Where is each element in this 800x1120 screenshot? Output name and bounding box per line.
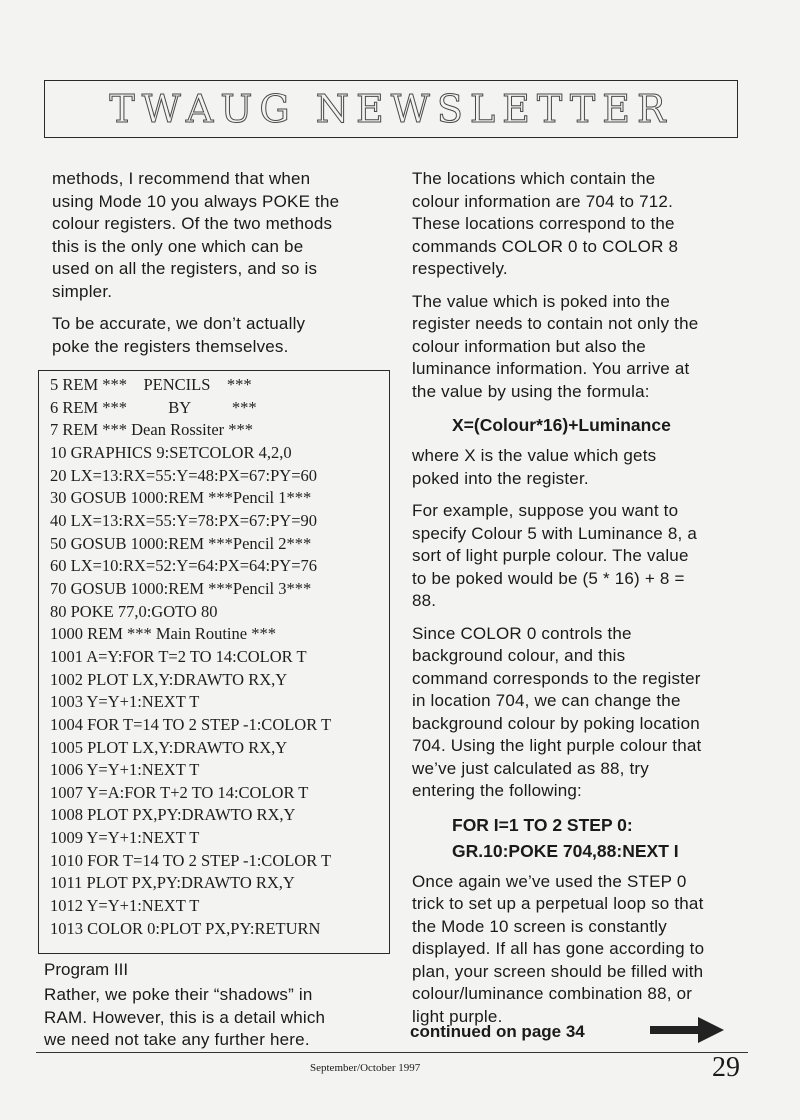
text-line: using Mode 10 you always POKE the [52,191,340,211]
code-line: 1011 PLOT PX,PY:DRAWTO RX,Y [50,873,295,893]
newsletter-masthead [44,80,738,138]
code-line: 1007 Y=A:FOR T+2 TO 14:COLOR T [50,782,309,802]
text-line: to be poked would be (5 * 16) + 8 = [412,568,685,588]
program-listing-box [38,370,390,954]
text-line: we’ve just calculated as 88, try [412,758,649,778]
text-line: displayed. If all has gone according to [412,939,705,958]
right-paragraph-3 [412,445,752,490]
right-paragraph-6 [412,871,752,1029]
code-line: 1006 Y=Y+1:NEXT T [50,760,200,780]
text-line: the Mode 10 screen is constantly [412,916,667,936]
left-tail-paragraph [44,984,394,1062]
code-line: 50 GOSUB 1000:REM ***Pencil 2*** [50,533,312,553]
text-line: RAM. However, this is a detail which [44,1007,326,1027]
code-line: 1002 PLOT LX,Y:DRAWTO RX,Y [50,669,288,689]
text-line: To be accurate, we don’t actually [52,314,306,333]
text-line: The value which is poked into the [412,291,670,311]
code-line: 70 GOSUB 1000:REM ***Pencil 3*** [50,578,312,598]
text-line: this is the only one which can be [52,236,304,256]
text-line: respectively. [412,259,508,278]
text-line: specify Colour 5 with Luminance 8, a [412,523,698,543]
code-line: 1008 PLOT PX,PY:DRAWTO RX,Y [50,805,296,825]
code-line: 1013 COLOR 0:PLOT PX,PY:RETURN [50,918,321,938]
continued-notice: continued on page 34 [410,1022,585,1041]
code-line: 60 LX=10:RX=52:Y=64:PX=64:PY=76 [50,556,318,576]
text-line: commands COLOR 0 to COLOR 8 [412,236,679,256]
code-line: 1003 Y=Y+1:NEXT T [50,692,200,712]
text-line: register needs to contain not only the [412,314,699,333]
text-line: light purple. [412,1006,503,1026]
code-line: 40 LX=13:RX=55:Y=78:PX=67:PY=90 [50,510,318,530]
text-line: The locations which contain the [412,169,656,188]
text-line: Since COLOR 0 controls the [412,623,632,643]
text-line: 704. Using the light purple colour that [412,736,702,755]
code-example-line-1: FOR I=1 TO 2 STEP 0: [452,814,633,835]
right-column [412,168,752,1038]
text-line: luminance information. You arrive at [412,359,690,378]
code-line: 6 REM *** BY *** [50,397,257,417]
text-line: poked into the register. [412,468,589,488]
code-line: 1001 A=Y:FOR T=2 TO 14:COLOR T [50,646,307,666]
text-line: sort of light purple colour. The value [412,546,689,565]
code-line: 1012 Y=Y+1:NEXT T [50,896,200,916]
code-line: 30 GOSUB 1000:REM ***Pencil 1*** [50,488,312,508]
right-paragraph-2 [412,291,752,404]
text-line: used on all the registers, and so is [52,259,318,278]
text-line: where X is the value which gets [412,446,657,465]
arrow-right-icon [648,1014,726,1046]
text-line: For example, suppose you want to [412,501,679,520]
code-line: 80 POKE 77,0:GOTO 80 [50,601,218,621]
text-line: colour information but also the [412,336,646,356]
text-line: plan, your screen should be filled with [412,961,704,981]
text-line: poke the registers themselves. [52,336,289,356]
text-line: entering the following: [412,781,582,800]
text-line: background colour, and this [412,646,626,665]
text-line: we need not take any further here. [44,1030,310,1049]
text-line: colour information are 704 to 712. [412,191,674,211]
luminance-formula: X=(Colour*16)+Luminance [452,415,671,435]
text-line: Once again we’ve used the STEP 0 [412,871,687,891]
text-line: background colour by poking location [412,713,700,733]
text-line: the value by using the formula: [412,381,650,401]
code-line: 20 LX=13:RX=55:Y=48:PX=67:PY=60 [50,465,318,485]
program-caption: Program III [44,960,129,979]
text-line: colour/luminance combination 88, or [412,984,693,1003]
footer-rule [36,1052,748,1053]
text-line: 88. [412,591,437,610]
right-paragraph-1 [412,168,752,281]
text-line: These locations correspond to the [412,214,675,233]
code-line: 5 REM *** PENCILS *** [50,375,252,394]
masthead-title: TWAUG NEWSLETTER [109,87,673,131]
right-paragraph-5 [412,623,752,803]
code-line: 10 GRAPHICS 9:SETCOLOR 4,2,0 [50,442,292,462]
text-line: simpler. [52,281,113,301]
code-example-line-2: GR.10:POKE 704,88:NEXT I [452,840,679,861]
text-line: command corresponds to the register [412,668,701,688]
page-number: 29 [712,1052,740,1083]
code-line: 1004 FOR T=14 TO 2 STEP -1:COLOR T [50,714,332,734]
text-line: in location 704, we can change the [412,691,681,710]
text-line: trick to set up a perpetual loop so that [412,894,704,913]
text-line: methods, I recommend that when [52,169,311,188]
issue-date: September/October 1997 [310,1062,421,1074]
text-line: Rather, we poke their “shadows” in [44,985,313,1004]
left-paragraph-1 [52,168,397,303]
left-column [52,168,397,368]
code-line: 1005 PLOT LX,Y:DRAWTO RX,Y [50,737,288,757]
right-paragraph-4 [412,500,752,613]
text-line: colour registers. Of the two methods [52,214,333,233]
code-line: 1000 REM *** Main Routine *** [50,624,276,644]
code-line: 1010 FOR T=14 TO 2 STEP -1:COLOR T [50,850,332,870]
code-line: 1009 Y=Y+1:NEXT T [50,828,200,848]
code-line: 7 REM *** Dean Rossiter *** [50,420,254,440]
left-paragraph-2 [52,313,397,358]
